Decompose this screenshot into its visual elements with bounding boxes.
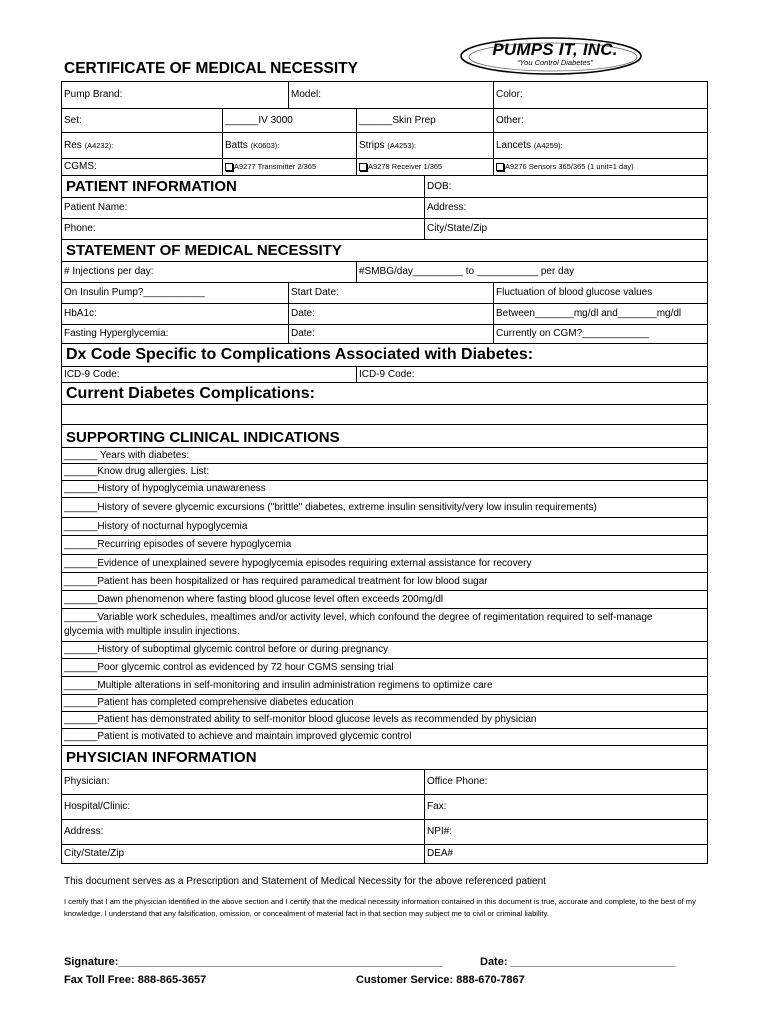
other-field[interactable]: Other:: [493, 109, 709, 132]
dx-header: Dx Code Specific to Complications Associated with Diabetes:: [66, 346, 534, 363]
row-fasting: [61, 325, 708, 344]
injections-field[interactable]: # Injections per day:: [64, 266, 154, 277]
complications-field[interactable]: [61, 405, 708, 425]
dob-field[interactable]: DOB:: [424, 176, 709, 197]
clinical-header: SUPPORTING CLINICAL INDICATIONS: [66, 429, 340, 446]
row-patient-phone: [61, 219, 708, 240]
patient-name-field[interactable]: Patient Name:: [64, 202, 128, 213]
sensors-option[interactable]: [493, 159, 709, 175]
row-complications-header: [61, 383, 708, 405]
strips-field[interactable]: [356, 133, 493, 158]
cgms-label: CGMS:: [64, 161, 97, 172]
statement-header: STATEMENT OF MEDICAL NECESSITY: [66, 242, 342, 259]
iv3000-field[interactable]: ______IV 3000: [222, 109, 356, 132]
color-field[interactable]: Color:: [493, 82, 709, 108]
between-field[interactable]: Between_______mg/dl and_______mg/dl: [493, 304, 709, 324]
fax-toll-free: Fax Toll Free: 888-865-3657: [64, 974, 207, 986]
row-set: [61, 109, 708, 133]
hba1c-field[interactable]: HbA1c:: [64, 308, 97, 319]
row-dx-header: [61, 344, 708, 367]
fax-field[interactable]: Fax:: [424, 795, 709, 819]
strips-label: Strips: [359, 139, 385, 151]
sensors-label: A9276 Sensors 365/365 (1 unit=1 day): [505, 162, 634, 172]
lancets-label: Lancets: [496, 139, 532, 151]
physician-field[interactable]: Physician:: [64, 776, 110, 787]
clinical-item[interactable]: ______Patient has demonstrated ability to self-monitor blood glucose levels as recommended by physician: [61, 712, 708, 729]
row-patient-header: [61, 176, 708, 198]
customer-service: Customer Service: 888-670-7867: [356, 974, 525, 986]
pump-brand-field[interactable]: Pump Brand:: [64, 89, 123, 100]
logo-name: PUMPS IT, INC.: [492, 40, 618, 59]
res-label: Res: [64, 139, 82, 151]
signature-line[interactable]: Signature:_____________________________________________________: [64, 956, 443, 968]
res-field[interactable]: [62, 133, 222, 158]
logo-tagline: “You Control Diabetes”: [517, 58, 593, 67]
batts-label: Batts: [225, 139, 248, 151]
smbg-field[interactable]: #SMBG/day_________ to ___________ per day: [356, 262, 709, 282]
lancets-code: (A4259):: [533, 140, 563, 150]
patient-address-field[interactable]: Address:: [424, 198, 709, 218]
checkbox-icon[interactable]: [359, 163, 367, 171]
set-field[interactable]: Set:: [64, 114, 82, 126]
patient-info-header: PATIENT INFORMATION: [66, 178, 237, 195]
clinical-item[interactable]: ______Recurring episodes of severe hypoglycemia: [61, 536, 708, 555]
row-pump-brand: [61, 81, 708, 109]
row-injections: [61, 262, 708, 283]
prescription-notice: This document serves as a Prescription and Statement of Medical Necessity for the above referenced patient: [64, 876, 546, 887]
row-statement-header: [61, 240, 708, 262]
row-insulin-pump: [61, 283, 708, 304]
batts-field[interactable]: [222, 133, 356, 158]
physician-city-field[interactable]: City/State/Zip: [64, 848, 125, 859]
res-code: (A4232):: [84, 140, 114, 150]
document-title: CERTIFICATE OF MEDICAL NECESSITY: [64, 60, 358, 77]
start-date-field[interactable]: Start Date:: [288, 283, 493, 303]
hba1c-date-field[interactable]: Date:: [288, 304, 493, 324]
checkbox-icon[interactable]: [225, 163, 233, 171]
office-phone-field[interactable]: Office Phone:: [424, 770, 709, 794]
clinical-item[interactable]: ______Patient has completed comprehensive diabetes education: [61, 695, 708, 712]
hospital-field[interactable]: Hospital/Clinic:: [64, 801, 131, 812]
row-physician-address: [61, 820, 708, 845]
skin-prep-field[interactable]: ______Skin Prep: [356, 109, 493, 132]
lancets-field[interactable]: [493, 133, 709, 158]
on-cgm-field[interactable]: Currently on CGM?____________: [493, 325, 709, 343]
checkbox-icon[interactable]: [496, 163, 504, 171]
strips-code: (A4253):: [387, 140, 417, 150]
fasting-date-field[interactable]: Date:: [288, 325, 493, 343]
icd-code-field-1[interactable]: ICD-9 Code:: [64, 368, 120, 380]
row-physician-header: [61, 746, 708, 770]
row-patient-name: [61, 198, 708, 219]
row-clinical-header: [61, 425, 708, 448]
on-pump-field[interactable]: On Insulin Pump?___________: [64, 287, 205, 298]
clinical-item[interactable]: ______History of hypoglycemia unawareness: [61, 481, 708, 498]
row-cgms: [61, 159, 708, 176]
clinical-item[interactable]: ______Poor glycemic control as evidenced by 72 hour CGMS sensing trial: [61, 659, 708, 677]
row-icd: [61, 367, 708, 383]
transmitter-label: A9277 Transmitter 2/365: [234, 162, 317, 172]
clinical-item[interactable]: ______Evidence of unexplained severe hypoglycemia episodes requiring external assistance for recovery: [61, 555, 708, 573]
clinical-item[interactable]: ______History of severe glycemic excursions ("brittle" diabetes, extreme insulin sensitivity/very low insulin requirements): [61, 498, 708, 518]
clinical-item[interactable]: ______Know drug allergies. List:: [61, 464, 708, 481]
date-line[interactable]: Date: ___________________________: [480, 956, 676, 968]
clinical-item[interactable]: ______Patient has been hospitalized or has required paramedical treatment for low blood sugar: [61, 573, 708, 591]
clinical-item[interactable]: ______History of nocturnal hypoglycemia: [61, 518, 708, 536]
transmitter-option[interactable]: [222, 159, 356, 175]
physician-address-field[interactable]: Address:: [64, 826, 104, 837]
patient-city-field[interactable]: City/State/Zip: [424, 219, 709, 239]
cmn-form: [61, 81, 708, 864]
patient-phone-field[interactable]: Phone:: [64, 223, 96, 234]
row-physician: [61, 770, 708, 795]
row-hba1c: [61, 304, 708, 325]
row-physician-city: [61, 845, 708, 864]
clinical-item[interactable]: ______Dawn phenomenon where fasting blood glucose level often exceeds 200mg/dl: [61, 591, 708, 609]
receiver-option[interactable]: [356, 159, 493, 175]
receiver-label: A9278 Receiver 1/365: [368, 162, 443, 172]
dea-field[interactable]: DEA#: [424, 845, 709, 863]
clinical-item[interactable]: ______Patient is motivated to achieve and maintain improved glycemic control: [61, 729, 708, 746]
model-field[interactable]: Model:: [288, 82, 493, 108]
physician-header: PHYSICIAN INFORMATION: [66, 749, 257, 766]
row-res: [61, 133, 708, 159]
clinical-item[interactable]: ______Variable work schedules, mealtimes and/or activity level, which confound the degree of regimentation required to self-manage glycemia with multiple insulin injections.: [61, 609, 708, 642]
batts-code: (K0603):: [250, 140, 280, 150]
row-hospital: [61, 795, 708, 820]
clinical-item[interactable]: ______Multiple alterations in self-monitoring and insulin administration regimens to optimize care: [61, 677, 708, 695]
complications-header: Current Diabetes Complications:: [66, 384, 315, 402]
certification-statement: I certify that I am the physician identified in the above section and I certify that the medical necessity information contained in this document is true, accurate and complete, to the best of my knowledge. I understand that any falsification, omission, or concealment of material fact in that section may subject me to civil or criminal liability.: [64, 897, 696, 919]
icd-code-field-2[interactable]: ICD-9 Code:: [356, 367, 709, 382]
fluctuation-label: Fluctuation of blood glucose values: [493, 283, 709, 303]
clinical-item[interactable]: ______History of suboptimal glycemic control before or during pregnancy: [61, 642, 708, 659]
fasting-field[interactable]: Fasting Hyperglycemia:: [64, 328, 169, 339]
clinical-item[interactable]: ______ Years with diabetes:: [61, 448, 708, 464]
npi-field[interactable]: NPI#:: [424, 820, 709, 844]
